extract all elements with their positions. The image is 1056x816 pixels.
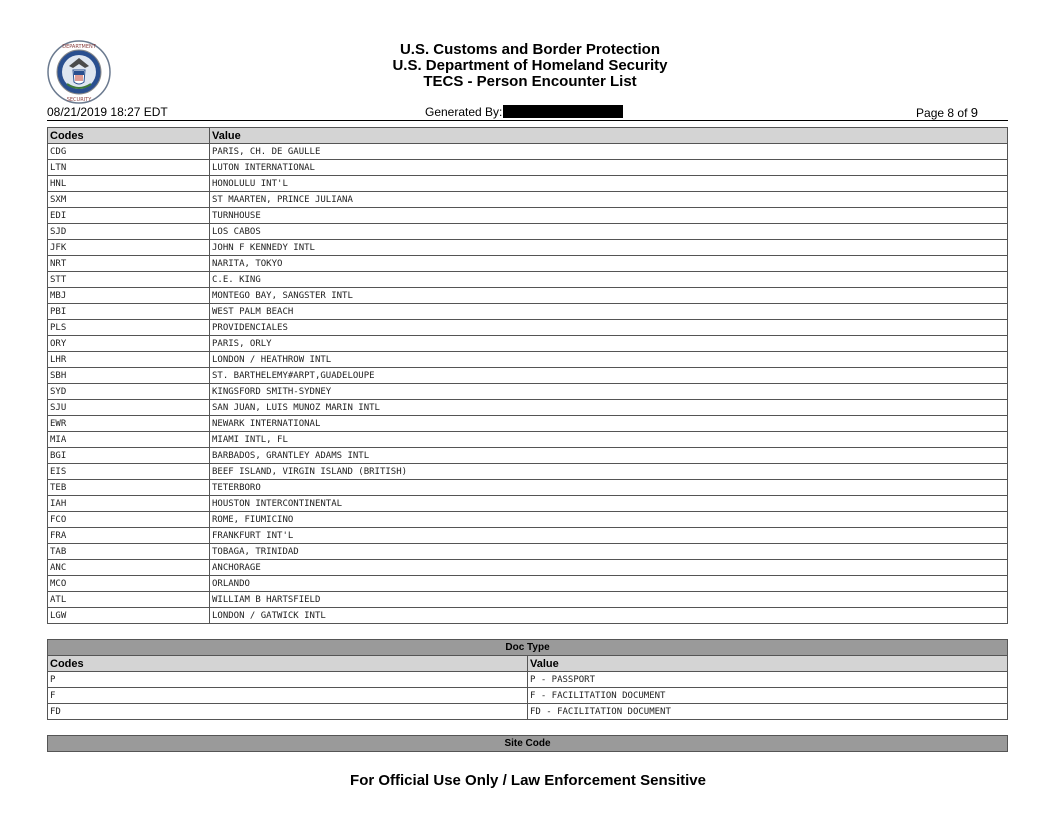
table-row bbox=[48, 272, 1008, 288]
codes-column-header: Codes bbox=[48, 656, 528, 672]
value-cell: BARBADOS, GRANTLEY ADAMS INTL bbox=[210, 448, 1008, 464]
value-cell: HONOLULU INT'L bbox=[210, 176, 1008, 192]
value-cell: WEST PALM BEACH bbox=[210, 304, 1008, 320]
page-total: 9 bbox=[970, 105, 978, 120]
value-column-header: Value bbox=[528, 656, 1008, 672]
code-cell: SXM bbox=[48, 192, 210, 208]
table-row bbox=[48, 368, 1008, 384]
code-cell: MCO bbox=[48, 576, 210, 592]
value-column-header: Value bbox=[210, 128, 1008, 144]
table-row bbox=[48, 384, 1008, 400]
code-cell: EIS bbox=[48, 464, 210, 480]
table-header-row bbox=[48, 656, 1008, 672]
code-cell: ATL bbox=[48, 592, 210, 608]
code-cell: IAH bbox=[48, 496, 210, 512]
table-row bbox=[48, 224, 1008, 240]
table-row bbox=[48, 528, 1008, 544]
table-row bbox=[48, 144, 1008, 160]
value-cell: LONDON / HEATHROW INTL bbox=[210, 352, 1008, 368]
title-line-2: U.S. Department of Homeland Security bbox=[392, 57, 668, 74]
classification-footer: For Official Use Only / Law Enforcement Sensitive bbox=[350, 772, 706, 789]
report-datetime: 08/21/2019 18:27 EDT bbox=[47, 105, 168, 119]
value-cell: F - FACILITATION DOCUMENT bbox=[528, 688, 1008, 704]
value-cell: FRANKFURT INT'L bbox=[210, 528, 1008, 544]
section-header-row bbox=[48, 640, 1008, 656]
code-cell: SBH bbox=[48, 368, 210, 384]
code-cell: NRT bbox=[48, 256, 210, 272]
seal-text-bottom: SECURITY bbox=[66, 97, 92, 103]
code-cell: CDG bbox=[48, 144, 210, 160]
code-cell: PBI bbox=[48, 304, 210, 320]
site-code-table bbox=[47, 735, 1008, 752]
table-row bbox=[48, 592, 1008, 608]
value-cell: NEWARK INTERNATIONAL bbox=[210, 416, 1008, 432]
code-cell: SJD bbox=[48, 224, 210, 240]
doc-type-section-title: Doc Type bbox=[48, 640, 1008, 656]
table-row bbox=[48, 512, 1008, 528]
table-row bbox=[48, 288, 1008, 304]
code-cell: HNL bbox=[48, 176, 210, 192]
report-header bbox=[330, 42, 730, 90]
value-cell: ST MAARTEN, PRINCE JULIANA bbox=[210, 192, 1008, 208]
code-cell: PLS bbox=[48, 320, 210, 336]
generated-by bbox=[425, 105, 623, 119]
site-code-section-title: Site Code bbox=[48, 736, 1008, 752]
table-row bbox=[48, 544, 1008, 560]
value-cell: PARIS, CH. DE GAULLE bbox=[210, 144, 1008, 160]
code-cell: TAB bbox=[48, 544, 210, 560]
value-cell: PARIS, ORLY bbox=[210, 336, 1008, 352]
code-cell: BGI bbox=[48, 448, 210, 464]
table-row bbox=[48, 496, 1008, 512]
table-row bbox=[48, 416, 1008, 432]
table-row bbox=[48, 576, 1008, 592]
table-row bbox=[48, 208, 1008, 224]
value-cell: WILLIAM B HARTSFIELD bbox=[210, 592, 1008, 608]
value-cell: LOS CABOS bbox=[210, 224, 1008, 240]
table-row bbox=[48, 176, 1008, 192]
table-row bbox=[48, 688, 1008, 704]
value-cell: SAN JUAN, LUIS MUNOZ MARIN INTL bbox=[210, 400, 1008, 416]
table-row bbox=[48, 320, 1008, 336]
section-header-row bbox=[48, 736, 1008, 752]
value-cell: MONTEGO BAY, SANGSTER INTL bbox=[210, 288, 1008, 304]
value-cell: PROVIDENCIALES bbox=[210, 320, 1008, 336]
value-cell: KINGSFORD SMITH-SYDNEY bbox=[210, 384, 1008, 400]
value-cell: NARITA, TOKYO bbox=[210, 256, 1008, 272]
table-row bbox=[48, 304, 1008, 320]
table-row bbox=[48, 240, 1008, 256]
table-row bbox=[48, 352, 1008, 368]
table-row bbox=[48, 192, 1008, 208]
value-cell: ANCHORAGE bbox=[210, 560, 1008, 576]
table-row bbox=[48, 704, 1008, 720]
table-row bbox=[48, 464, 1008, 480]
value-cell: TURNHOUSE bbox=[210, 208, 1008, 224]
table-row bbox=[48, 608, 1008, 624]
generated-by-label: Generated By: bbox=[425, 105, 503, 119]
table-row bbox=[48, 256, 1008, 272]
code-cell: FRA bbox=[48, 528, 210, 544]
page-label: Page 8 of bbox=[916, 106, 968, 120]
title-line-1: U.S. Customs and Border Protection bbox=[399, 41, 661, 58]
dhs-seal-logo bbox=[47, 40, 111, 104]
value-cell: ST. BARTHELEMY#ARPT,GUADELOUPE bbox=[210, 368, 1008, 384]
value-cell: MIAMI INTL, FL bbox=[210, 432, 1008, 448]
code-cell: MBJ bbox=[48, 288, 210, 304]
table-row bbox=[48, 480, 1008, 496]
code-cell: TEB bbox=[48, 480, 210, 496]
value-cell: LONDON / GATWICK INTL bbox=[210, 608, 1008, 624]
table-row bbox=[48, 672, 1008, 688]
code-cell: SJU bbox=[48, 400, 210, 416]
code-cell: STT bbox=[48, 272, 210, 288]
table-row bbox=[48, 432, 1008, 448]
code-cell: JFK bbox=[48, 240, 210, 256]
code-cell: LHR bbox=[48, 352, 210, 368]
value-cell: FD - FACILITATION DOCUMENT bbox=[528, 704, 1008, 720]
title-line-3: TECS - Person Encounter List bbox=[423, 73, 637, 90]
code-cell: LGW bbox=[48, 608, 210, 624]
value-cell: ORLANDO bbox=[210, 576, 1008, 592]
code-cell: ORY bbox=[48, 336, 210, 352]
redaction-block bbox=[503, 105, 623, 118]
code-cell: MIA bbox=[48, 432, 210, 448]
code-cell: FCO bbox=[48, 512, 210, 528]
table-header-row bbox=[48, 128, 1008, 144]
page-indicator bbox=[916, 105, 978, 120]
code-cell: ANC bbox=[48, 560, 210, 576]
table-row bbox=[48, 336, 1008, 352]
header-divider bbox=[47, 120, 1008, 121]
value-cell: TOBAGA, TRINIDAD bbox=[210, 544, 1008, 560]
table-row bbox=[48, 400, 1008, 416]
value-cell: C.E. KING bbox=[210, 272, 1008, 288]
code-cell: EDI bbox=[48, 208, 210, 224]
airport-codes-table bbox=[47, 127, 1008, 624]
table-row bbox=[48, 160, 1008, 176]
codes-column-header: Codes bbox=[48, 128, 210, 144]
value-cell: P - PASSPORT bbox=[528, 672, 1008, 688]
value-cell: JOHN F KENNEDY INTL bbox=[210, 240, 1008, 256]
report-meta-row bbox=[47, 105, 1008, 121]
code-cell: FD bbox=[48, 704, 528, 720]
value-cell: LUTON INTERNATIONAL bbox=[210, 160, 1008, 176]
code-cell: LTN bbox=[48, 160, 210, 176]
value-cell: TETERBORO bbox=[210, 480, 1008, 496]
value-cell: BEEF ISLAND, VIRGIN ISLAND (BRITISH) bbox=[210, 464, 1008, 480]
value-cell: ROME, FIUMICINO bbox=[210, 512, 1008, 528]
table-row bbox=[48, 448, 1008, 464]
code-cell: P bbox=[48, 672, 528, 688]
code-cell: F bbox=[48, 688, 528, 704]
table-row bbox=[48, 560, 1008, 576]
value-cell: HOUSTON INTERCONTINENTAL bbox=[210, 496, 1008, 512]
doc-type-table bbox=[47, 639, 1008, 720]
code-cell: EWR bbox=[48, 416, 210, 432]
code-cell: SYD bbox=[48, 384, 210, 400]
seal-text-top: DEPARTMENT bbox=[62, 44, 96, 50]
